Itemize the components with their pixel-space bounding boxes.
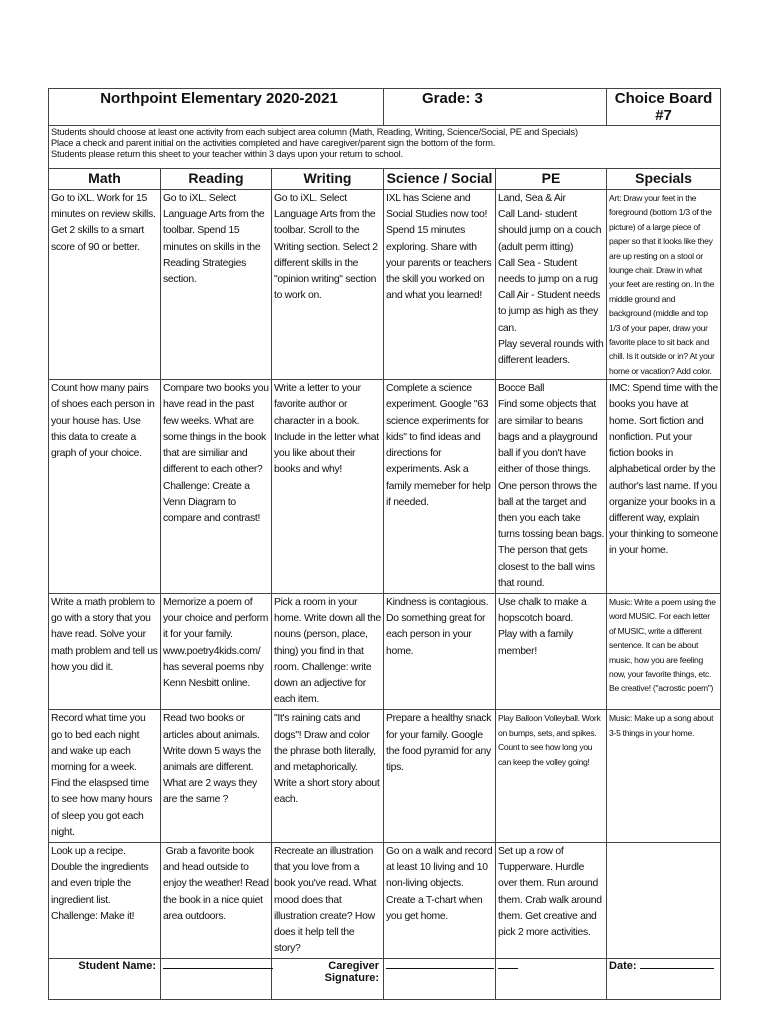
activity-cell: IXL has Sciene and Social Studies now too! Spend 15 minutes exploring. Share with your parents or teachers the skill you worked on and what you learned! [384, 190, 496, 380]
instruction-line: Place a check and parent initial on the activities completed and have caregiver/parent sign the bottom of the form. [51, 138, 496, 148]
activity-row [49, 710, 721, 843]
subject-math: Math [49, 169, 161, 190]
subject-science-social: Science / Social [384, 169, 496, 190]
grade-label: Grade: 3 [384, 89, 607, 126]
header-row [49, 89, 721, 126]
activity-row [49, 380, 721, 594]
signature-row [49, 959, 721, 1000]
instruction-line: Students please return this sheet to your teacher within 3 days upon your return to school. [51, 149, 403, 159]
instruction-line: Students should choose at least one activity from each subject area column (Math, Reading, Writing, Science/Social, PE and Specials) [51, 127, 578, 137]
signature-spacer [496, 959, 607, 1000]
activity-cell: Art: Draw your feet in the foreground (bottom 1/3 of the picture) of a large piece of paper so that it looks like they are up resting on a stool or lounge chair. Draw in what your feet are resting on. In the middle ground and background (middle and top 1/3 of your paper, draw your favorite place to sit back and chill. Is it outside or in? At your home or vacation? Add color. [607, 190, 721, 380]
subject-header-row [49, 169, 721, 190]
activity-cell: Pick a room in your home. Write down all the nouns (person, place, thing) you find in that room. Challenge: write down an adjective for each item. [272, 593, 384, 709]
activity-row [49, 842, 721, 958]
activity-cell: "It's raining cats and dogs"! Draw and color the phrase both literally, and metaphorically. Write a short story about each. [272, 710, 384, 843]
subject-specials: Specials [607, 169, 721, 190]
activity-cell: Count how many pairs of shoes each person in your house has. Use this data to create a graph of your choice. [49, 380, 161, 594]
student-name-field[interactable] [161, 959, 272, 1000]
activity-cell: Prepare a healthy snack for your family. Google the food pyramid for any tips. [384, 710, 496, 843]
activity-cell: Use chalk to make a hopscotch board. Play with a family member! [496, 593, 607, 709]
date-field[interactable] [607, 959, 721, 1000]
activity-cell: Record what time you go to bed each night and wake up each morning for a week. Find the elaspsed time to see how many hours of sleep you got each night. [49, 710, 161, 843]
caregiver-signature-field[interactable] [384, 959, 496, 1000]
activity-cell: Go to iXL. Select Language Arts from the toolbar. Spend 15 minutes on skills in the Reading Strategies section. [161, 190, 272, 380]
activity-cell: Look up a recipe. Double the ingredients and even triple the ingredient list. Challenge: Make it! [49, 842, 161, 958]
instructions-row [49, 126, 721, 169]
activity-cell: Set up a row of Tupperware. Hurdle over them. Run around them. Crab walk around them. Get creative and pick 2 more activities. [496, 842, 607, 958]
activity-cell: Kindness is contagious. Do something great for each person in your home. [384, 593, 496, 709]
activity-cell [607, 842, 721, 958]
activity-cell: Compare two books you have read in the past few weeks. What are some things in the book that are similiar and different to each other? Challenge: Create a Venn Diagram to compare and contrast! [161, 380, 272, 594]
activity-row [49, 190, 721, 380]
instructions-cell [49, 126, 721, 169]
caregiver-signature-label: Caregiver Signature: [272, 959, 384, 1000]
activity-cell: Go on a walk and record at least 10 living and 10 non-living objects. Create a T-chart when you get home. [384, 842, 496, 958]
activity-cell: Go to iXL. Select Language Arts from the toolbar. Scroll to the Writing section. Select 2 different skills in the "opinion writing" section to work on. [272, 190, 384, 380]
subject-pe: PE [496, 169, 607, 190]
activity-cell: Music: Write a poem using the word MUSIC. For each letter of MUSIC, write a different sentence. It can be about music, how you are feeling now, your favorite things, etc. Be creative! ("acrostic poem") [607, 593, 721, 709]
activity-cell: Complete a science experiment. Google "63 science experiments for kids" to find ideas and directions for experiments. Ask a family memeber for help if needed. [384, 380, 496, 594]
activity-cell: IMC: Spend time with the books you have at home. Sort fiction and nonfiction. Put your fiction books in alphabetical order by the author's last name. If you organize your books in a different way, explain your thinking to someone in your home. [607, 380, 721, 594]
student-name-label: Student Name: [49, 959, 161, 1000]
activity-cell: Grab a favorite book and head outside to enjoy the weather! Read the book in a nice quiet area outdoors. [161, 842, 272, 958]
activity-cell: Write a math problem to go with a story that you have read. Solve your math problem and tell us how you did it. [49, 593, 161, 709]
activity-cell: Recreate an illustration that you love from a book you've read. What mood does that illustration create? How does it help tell the story? [272, 842, 384, 958]
school-title: Northpoint Elementary 2020-2021 [49, 89, 384, 126]
subject-reading: Reading [161, 169, 272, 190]
activity-row [49, 593, 721, 709]
activity-cell: Memorize a poem of your choice and perform it for your family. www.poetry4kids.com/ has several poems nby Kenn Nesbitt online. [161, 593, 272, 709]
activity-cell: Land, Sea & Air Call Land- student should jump on a couch (adult perm itting) Call Sea - Student needs to jump on a rug Call Air - Student needs to jump as high as they can. Play several rounds with different leaders. [496, 190, 607, 380]
activity-cell: Go to iXL. Work for 15 minutes on review skills. Get 2 skills to a smart score of 90 or better. [49, 190, 161, 380]
activity-cell: Bocce Ball Find some objects that are similar to beans bags and a playground ball if you don't have either of those things. One person throws the ball at the target and then you each take turns tossing bean bags. The person that gets closest to the ball wins that round. [496, 380, 607, 594]
activity-cell: Music: Make up a song about 3-5 things in your home. [607, 710, 721, 843]
board-title: Choice Board #7 [607, 89, 721, 126]
date-label: Date: [609, 960, 637, 973]
subject-writing: Writing [272, 169, 384, 190]
activity-cell: Play Balloon Volleyball. Work on bumps, sets, and spikes. Count to see how long you can keep the volley going! [496, 710, 607, 843]
choice-board-table [48, 88, 721, 1000]
activity-cell: Write a letter to your favorite author or character in a book. Include in the letter what you like about their books and why! [272, 380, 384, 594]
activity-cell: Read two books or articles about animals. Write down 5 ways the animals are different. What are 2 ways they are the same ? [161, 710, 272, 843]
choice-board-page [48, 88, 720, 1000]
